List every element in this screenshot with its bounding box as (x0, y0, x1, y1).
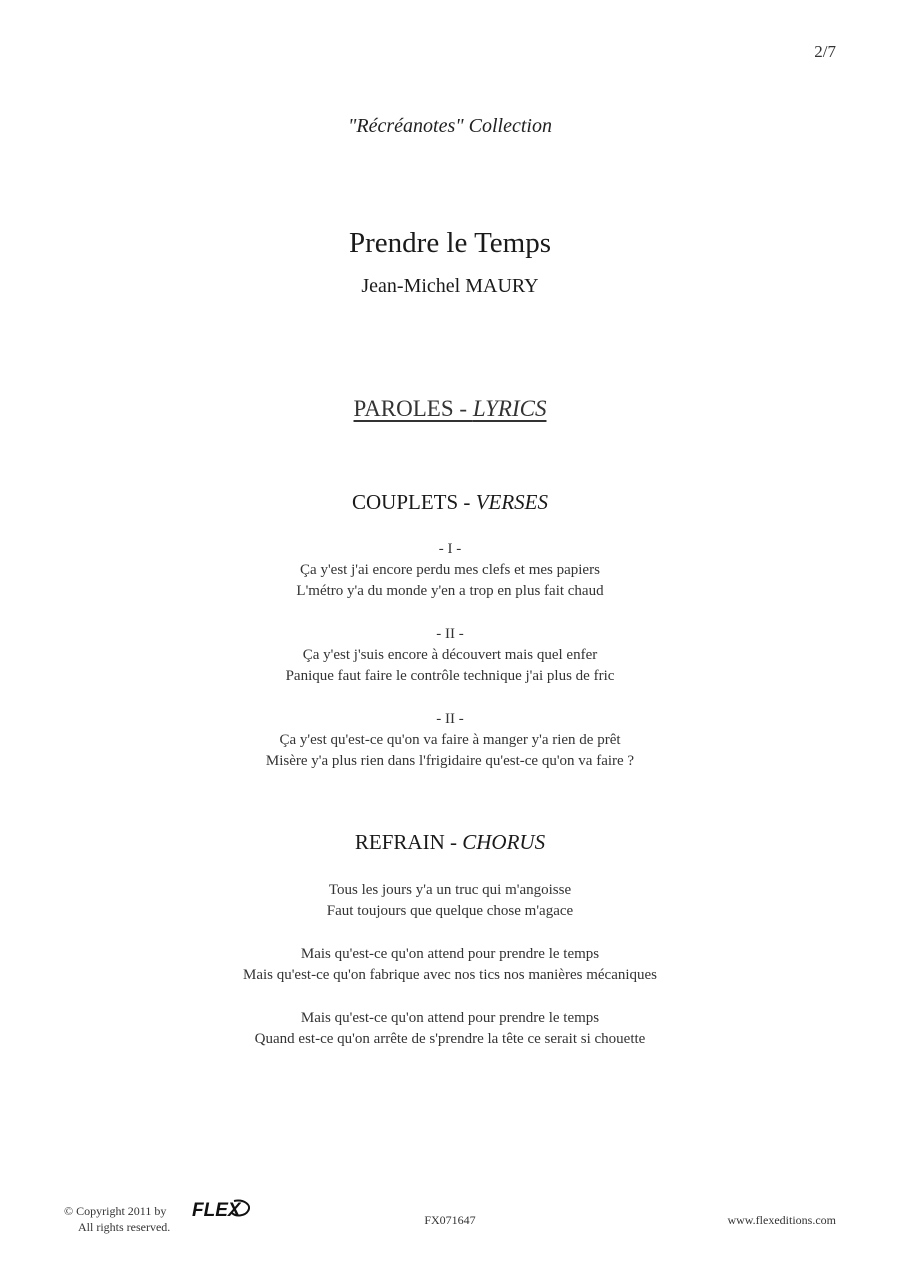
verses-heading-italic: VERSES (475, 490, 548, 514)
lyric-line: Tous les jours y'a un truc qui m'angoisse (328, 882, 572, 898)
collection-title: "Récréanotes" Collection (348, 115, 552, 137)
rights-line: All rights reserved. (78, 1220, 171, 1234)
chorus-heading-italic: CHORUS (462, 830, 546, 854)
lyric-line: Mais qu'est-ce qu'on attend pour prendre le temps (300, 946, 600, 962)
composer-name: Jean-Michel MAURY (361, 275, 539, 297)
copyright-notice (64, 1203, 170, 1235)
copyright-line: © Copyright 2011 by (64, 1204, 167, 1218)
lyric-line: Misère y'a plus rien dans l'frigidaire qu'est-ce qu'on va faire ? (265, 753, 635, 769)
lyric-line: Quand est-ce qu'on arrête de s'prendre la tête ce serait si chouette (254, 1031, 646, 1047)
chorus-heading (0, 830, 900, 855)
verse-stanza (0, 539, 900, 602)
stanza-label: - II - (436, 711, 464, 727)
page-number: 2/7 (814, 42, 836, 61)
lyric-line: Ça y'est j'ai encore perdu mes clefs et mes papiers (300, 562, 600, 578)
lyric-line: Mais qu'est-ce qu'on fabrique avec nos tics nos manières mécaniques (242, 967, 658, 983)
flex-logo-icon (190, 1197, 254, 1223)
flex-logo-text: FLEX (192, 1200, 241, 1221)
chorus-heading-main: REFRAIN - (354, 830, 463, 854)
lyrics-heading (0, 396, 900, 422)
chorus-stanza (0, 944, 900, 986)
lyric-line: Mais qu'est-ce qu'on attend pour prendre le temps (300, 1010, 600, 1026)
lyrics-heading-main: PAROLES - (353, 396, 473, 421)
lyric-line: Panique faut faire le contrôle technique j'ai plus de fric (285, 668, 615, 684)
verse-stanza (0, 709, 900, 772)
stanza-label: - I - (438, 541, 462, 557)
verses-heading-main: COUPLETS - (352, 490, 476, 514)
chorus-stanza (0, 880, 900, 922)
lyric-line: L'métro y'a du monde y'en a trop en plus fait chaud (296, 583, 604, 599)
lyric-line: Ça y'est j'suis encore à découvert mais quel enfer (302, 647, 598, 663)
lyric-line: Faut toujours que quelque chose m'agace (326, 903, 574, 919)
catalog-number: FX071647 (424, 1213, 476, 1227)
lyric-line: Ça y'est qu'est-ce qu'on va faire à manger y'a rien de prêt (279, 732, 621, 748)
stanza-label: - II - (436, 626, 464, 642)
verses-heading (0, 490, 900, 515)
verse-stanza (0, 624, 900, 687)
lyrics-heading-italic: LYRICS (472, 396, 547, 421)
piece-title: Prendre le Temps (349, 227, 551, 259)
chorus-stanza (0, 1008, 900, 1050)
website-url: www.flexeditions.com (727, 1213, 836, 1227)
